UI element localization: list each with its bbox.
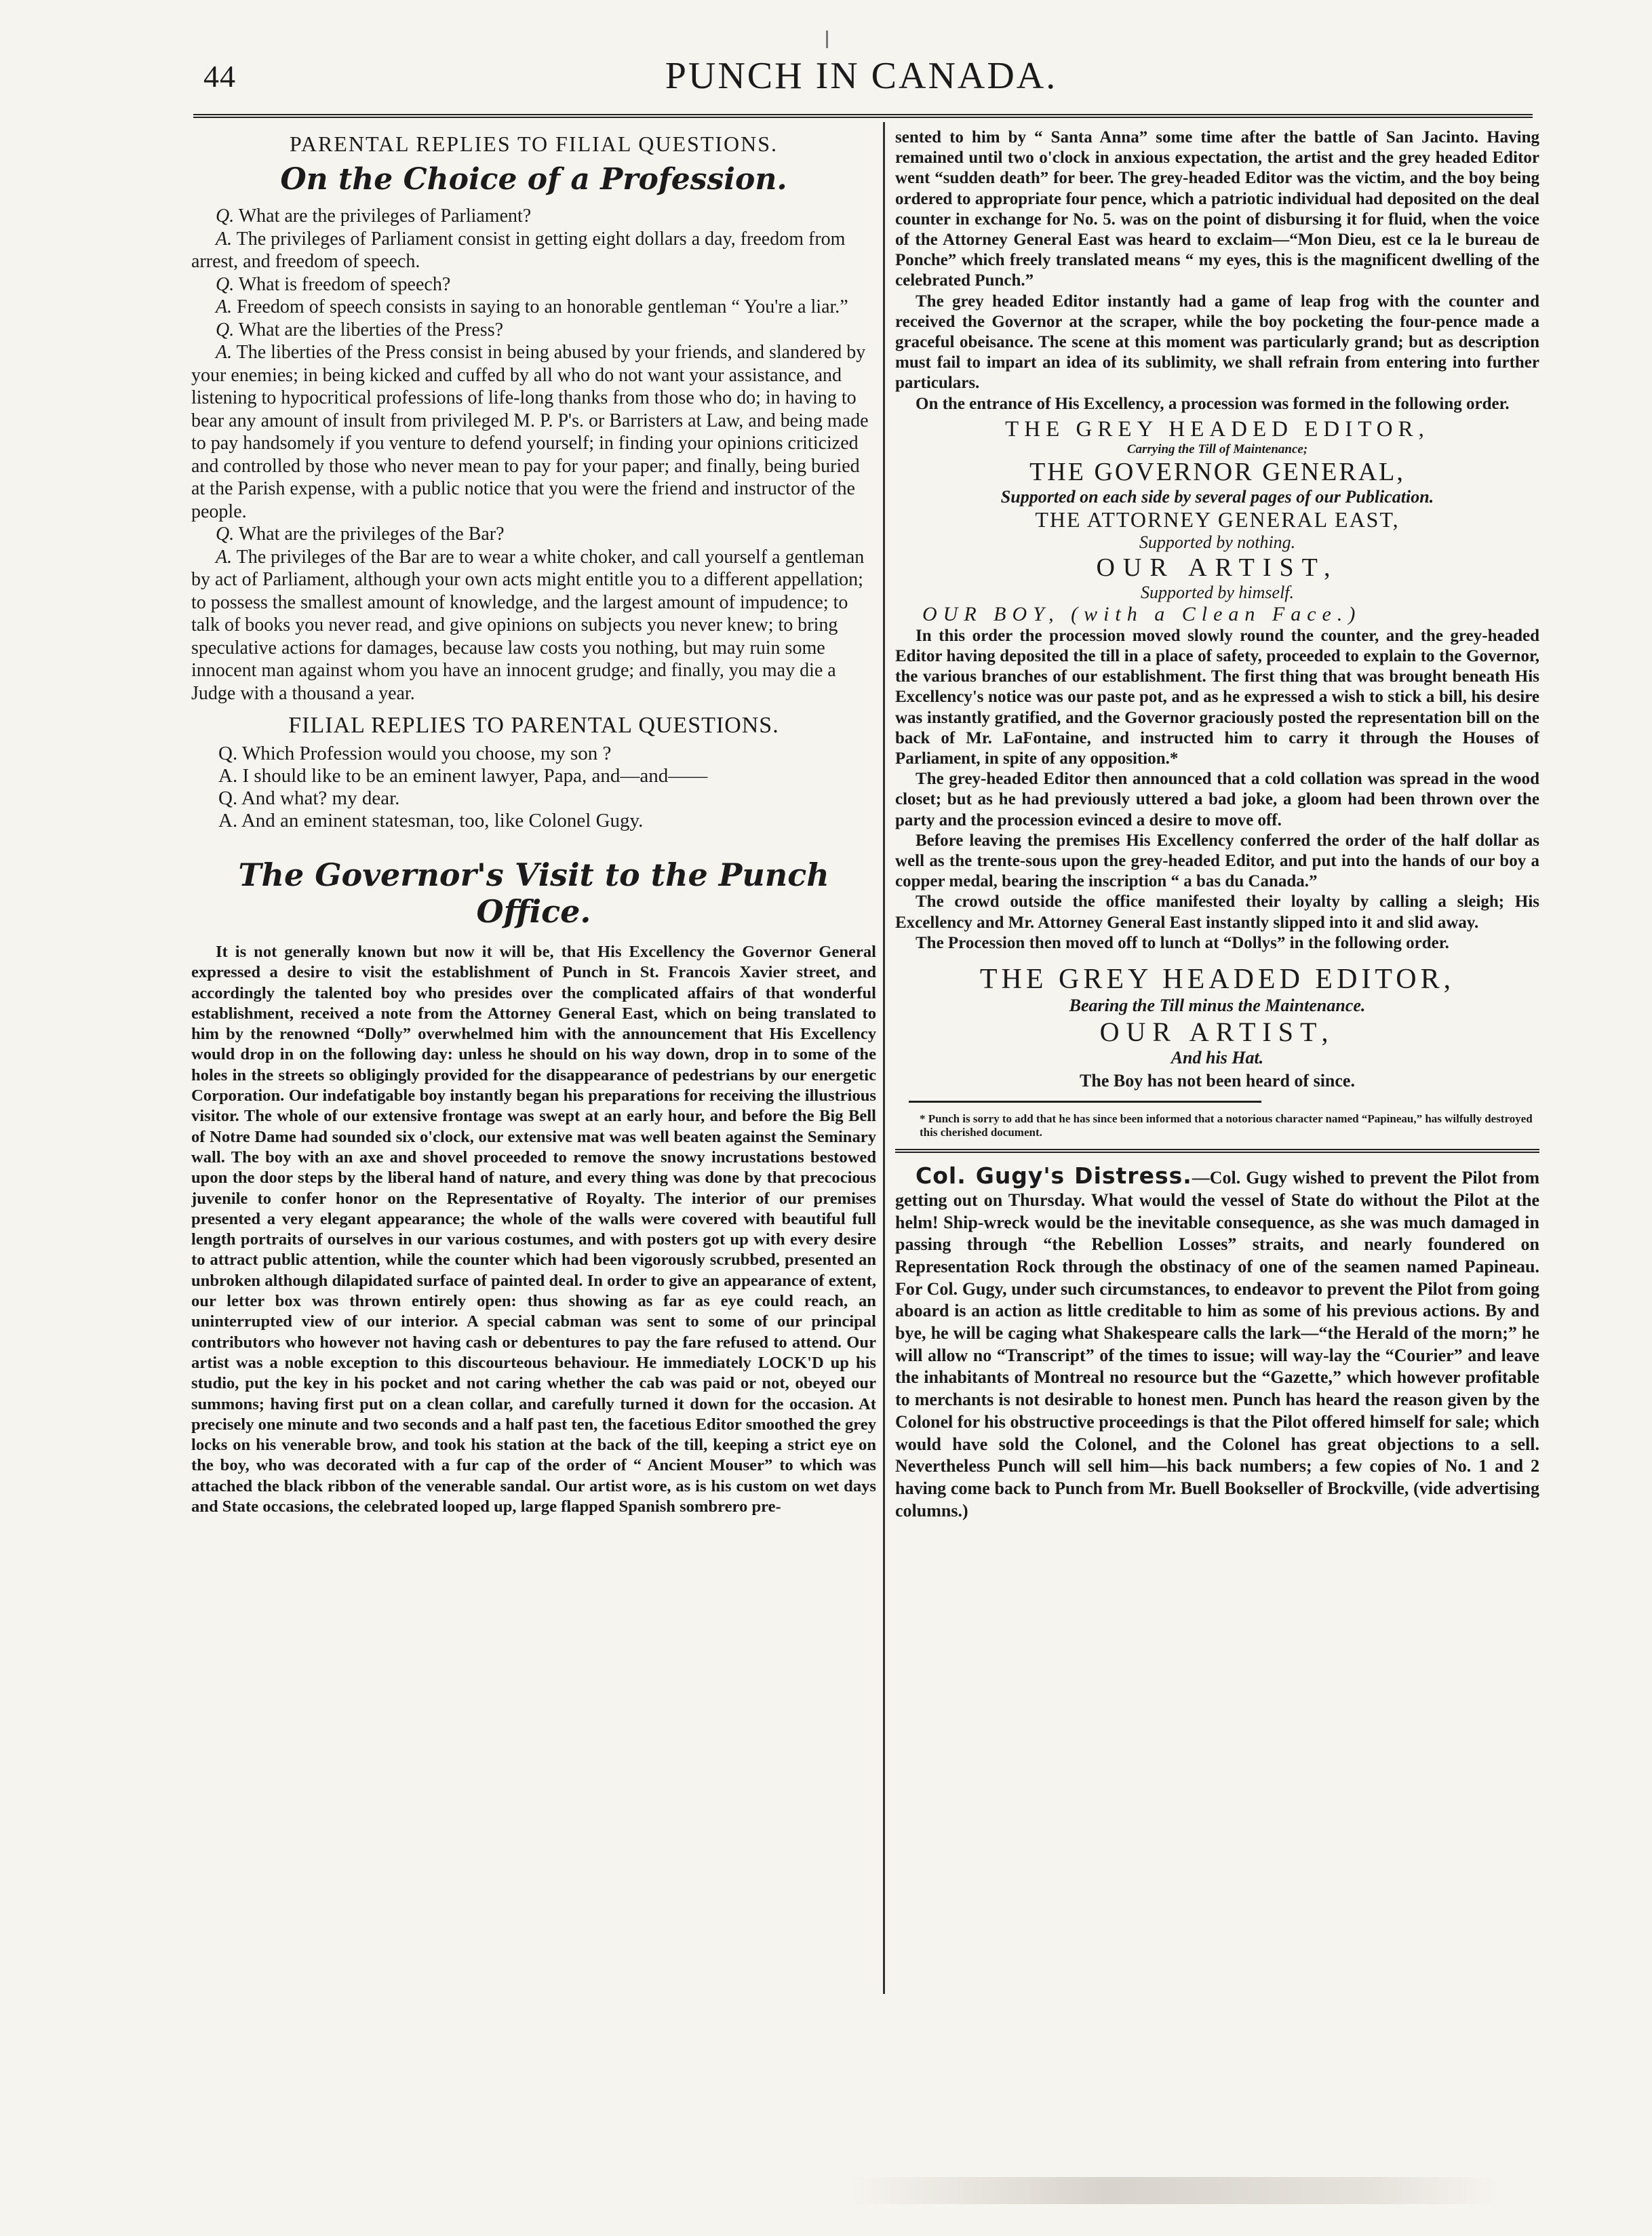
page-number: 44: [203, 59, 236, 94]
qa-item: Q. What are the liberties of the Press?: [216, 319, 504, 340]
parental-heading: PARENTAL REPLIES TO FILIAL QUESTIONS.: [289, 132, 779, 156]
parental-qa: [191, 205, 876, 705]
article-paragraph: The crowd outside the office manifested their loyalty by calling a sleigh; His Excellency and Mr. Attorney General East instantly slipped into it and slid away.: [895, 893, 1539, 932]
article-paragraph: In this order the procession moved slowly round the counter, and the grey-headed Editor having deposited the till in a place of safety, proceeded to explain to the Governor, the various branches of our establishment. The first thing that was brought beneath His Excellency's notice was our paste pot, and as he expressed a wish to stick a bill, his desire was instantly gratified, and the Governor graciously posted the representation bill on the back of Mr. LaFontaine, and instructed him to carry it through the Houses of Parliament, in spite of any opposition.*: [895, 626, 1539, 768]
procession-governor: THE GOVERNOR GENERAL,: [1029, 457, 1405, 486]
procession-order-2: [895, 963, 1539, 1091]
qa-item: A. And an eminent statesman, too, like Colonel Gugy.: [218, 810, 644, 831]
qa-item: A. The privileges of the Bar are to wear a white choker, and call yourself a gentleman by act of Parliament, although your own acts might entitle you to a different appellation; to possess the smallest amount of knowledge, and the largest amount of impudence; to talk of books you never read, and give opinions on subjects you never knew; to bring speculative actions for damages, because law costs you nothing, but may ruin some innocent man against whom you have an innocent grudge; and finally, you may die a Judge with a thousand a year.: [191, 546, 865, 704]
article-paragraph: It is not generally known but now it will be, that His Excellency the Governor General expressed a desire to visit the establishment of Punch in St. Francois Xavier street, and accordingly the talented boy who presides over the complicated affairs of that wonderful establishment, received a note from the Attorney General East, which on being translated to him by the renowned “Dolly” overwhelmed him with the announcement that His Excellency would drop in on the following day: unless he should on his way down, drop in to some of the holes in the streets so obligingly provided for the disappearance of pedestrians by our energetic Corporation. Our indefatigable boy instantly began his preparations for receiving the illustrious visitor. The whole of our extensive frontage was swept at an early hour, and before the Big Bell of Notre Dame had sounded six o'clock, our extensive mat was well beaten against the Seminary wall. The boy with an axe and shovel proceeded to remove the snowy incrustations bestowed upon the door steps by the liberal hand of nature, and every thing was done by that precocious juvenile to confer honor on the Representative of Royalty. The interior of our premises presented a very elegant appearance; the whole of the walls were covered with beautiful full length portraits of ourselves in our various costumes, and with posters got up with every desire to attract public attention, while the counter which had been vigorously scrubbed, presented an unbroken although dilapidated surface of painted deal. In order to give an appearance of extent, our letter box was thrown entirely open: thus showing as far as eye could reach, an uninterrupted view of our interior. A special cabman was sent to some of our principal contributors who however not having cash or debentures to pay the fare refused to attend. Our artist was a noble exception to this discourteous behaviour. He immediately LOCK'D up his studio, put the key in his pocket and not caring whether the cab was paid or not, obeyed our summons; having first put on a clean collar, and carefully turned it down for the occasion. At precisely one minute and two seconds and a half past ten, the facetious Editor smoothed the grey locks on his venerable brow, and took his station at the back of the till, keeping a strict eye on the boy, who was decorated with a fur cap of the order of “ Ancient Mouser” to which was attached the black ribbon of the venerable sandal. Our artist wore, as is his custom on wet days and State occasions, the celebrated looped up, large flapped Spanish sombrero pre-: [191, 943, 876, 1516]
header-rule: [193, 114, 1533, 118]
filial-qa: [191, 743, 876, 832]
qa-item: A. The liberties of the Press consist in being abused by your friends, and slandered by your enemies; in being kicked and cuffed by all who do not want your assistance, and listening to hypocritical professions of life-long thanks from those who do; in having to bear any amount of insult from privileged M. P. P's. or Barristers at Law, and being made to pay handsomely if you venture to defend yourself; in finding your opinions criticized and controlled by those who never mean to pay for your paper; and finally, being buried at the Parish expense, with a public notice that you were the friend and instructor of the people.: [191, 342, 869, 522]
gugy-title: Col. Gugy's Distress.: [916, 1162, 1192, 1190]
procession-artist-sub: Supported by himself.: [1140, 582, 1295, 602]
qa-item: Q. What are the privileges of the Bar?: [216, 524, 505, 545]
visit-article: [191, 942, 876, 1517]
article-paragraph: Before leaving the premises His Excellency conferred the order of the half dollar as well as the trente-sous upon the grey-headed Editor, and put into the hands of our boy a copper medal, bearing the inscription “ a bas du Canada.”: [895, 831, 1539, 891]
procession2-boy-note: The Boy has not been heard of since.: [1080, 1071, 1355, 1091]
article-paragraph: sented to him by “ Santa Anna” some time after the battle of San Jacinto. Having remained until two o'clock in anxious expectation, the artist and the grey headed Editor went “sudden death” for beer. The grey-headed Editor was the victim, and the boy being ordered to appropriate four pence, which a patriotic individual had deposited on the deal counter in exchange for No. 5. was on the point of disbursing it for fluid, when the voice of the Attorney General East was heard to exclaim—“Mon Dieu, est ce la le bureau de Ponche” which freely translated means “ my eyes, this is the magnificent dwelling of the celebrated Punch.”: [895, 128, 1539, 290]
procession-attorney: THE ATTORNEY GENERAL EAST,: [1035, 507, 1400, 532]
visit-continuation: [895, 128, 1539, 414]
procession-artist: OUR ARTIST,: [1096, 553, 1339, 582]
footnote-rule: [909, 1101, 1261, 1103]
visit-continuation-2: [895, 626, 1539, 954]
procession-editor-sub: Carrying the Till of Maintenance;: [1126, 442, 1308, 456]
article-paragraph: On the entrance of His Excellency, a procession was formed in the following order.: [916, 394, 1510, 413]
qa-item: Q. And what? my dear.: [218, 787, 400, 809]
parental-subheading: On the Choice of a Profession.: [280, 162, 787, 197]
filial-heading: FILIAL REPLIES TO PARENTAL QUESTIONS.: [288, 713, 779, 738]
running-title: PUNCH IN CANADA.: [665, 55, 1058, 97]
ink-mark: [826, 31, 828, 48]
right-column: [895, 128, 1539, 2216]
procession-editor: THE GREY HEADED EDITOR,: [1005, 416, 1430, 442]
procession-attorney-sub: Supported by nothing.: [1139, 532, 1296, 552]
article-paragraph: The grey headed Editor instantly had a game of leap frog with the counter and received the Governor at the scraper, while the boy pocketing the four-pence made a graceful obeisance. The scene at this moment was particularly grand; but as description must fail to impart an idea of its sublimity, we shall refrain from entering into further particulars.: [895, 292, 1539, 393]
procession2-artist: OUR ARTIST,: [1099, 1017, 1335, 1048]
section-rule: [895, 1149, 1539, 1153]
spacer: [191, 832, 876, 847]
qa-item: A. The privileges of Parliament consist in getting eight dollars a day, freedom from arrest, and freedom of speech.: [191, 228, 846, 272]
qa-item: Q. What are the privileges of Parliament?: [216, 205, 532, 227]
paper-stain: [848, 2177, 1499, 2204]
left-column: [191, 128, 876, 2216]
qa-item: Q. What is freedom of speech?: [216, 273, 451, 295]
qa-item: Q. Which Profession would you choose, my son ?: [218, 743, 612, 764]
visit-heading: The Governor's Visit to the Punch Office.: [238, 857, 829, 930]
column-divider: [883, 122, 885, 1994]
procession2-editor: THE GREY HEADED EDITOR,: [979, 964, 1455, 996]
footnote: * Punch is sorry to add that he has since been informed that a notorious character named “Papineau,” has wilfully destroyed this cherished document.: [920, 1112, 1533, 1139]
procession-governor-sub: Supported on each side by several pages of our Publication.: [1000, 486, 1434, 507]
page-header: [197, 54, 1526, 117]
procession-order: [895, 417, 1539, 626]
qa-item: A. Freedom of speech consists in saying to an honorable gentleman “ You're a liar.”: [216, 296, 848, 317]
article-paragraph: Col. Gugy's Distress.—Col. Gugy wished to prevent the Pilot from getting out on Thursday. What would the vessel of State do without the Pilot at the helm! Ship-wreck would be the inevitable consequence, as she was much damaged in passing through “the Rebellion Losses” straits, and nearly foundered on Representation Rock through the obstinacy of one of the seamen named Papineau. For Col. Gugy, under such circumstances, to endeavor to prevent the Pilot from going aboard is an action as little creditable to him as some of his previous actions. By and bye, he will be caging what Shakespeare calls the lark—“the Herald of the morn;” he will allow no “Transcript” of the times to issue; will way-lay the “Courier” and leave the inhabitants of Montreal no resource but the “Gazette,” which however profitable to merchants is not desirable to honest men. Punch has heard the reason given by the Colonel for his obstructive proceedings is that the Pilot offered himself for sale; which would have sold the Colonel, and the Colonel has great objections to a sell. Nevertheless Punch will sell him—his back numbers; a few copies of No. 1 and 2 having come back to Punch from Mr. Buell Bookseller of Brockville, (vide advertising columns.): [895, 1162, 1539, 1521]
article-paragraph: The Procession then moved off to lunch at “Dollys” in the following order.: [916, 933, 1449, 952]
gugy-article: [895, 1162, 1539, 1522]
procession-boy: OUR BOY, (with a Clean Face.): [922, 602, 1362, 625]
qa-item: A. I should like to be an eminent lawyer, Papa, and—and——: [218, 765, 708, 787]
procession2-artist-sub: And his Hat.: [1171, 1048, 1264, 1068]
article-paragraph: The grey-headed Editor then announced that a cold collation was spread in the wood closet; but as he had previously uttered a bad joke, a gloom had been thrown over the party and the procession evinced a desire to move off.: [895, 770, 1539, 829]
procession2-editor-sub: Bearing the Till minus the Maintenance.: [1069, 996, 1366, 1016]
